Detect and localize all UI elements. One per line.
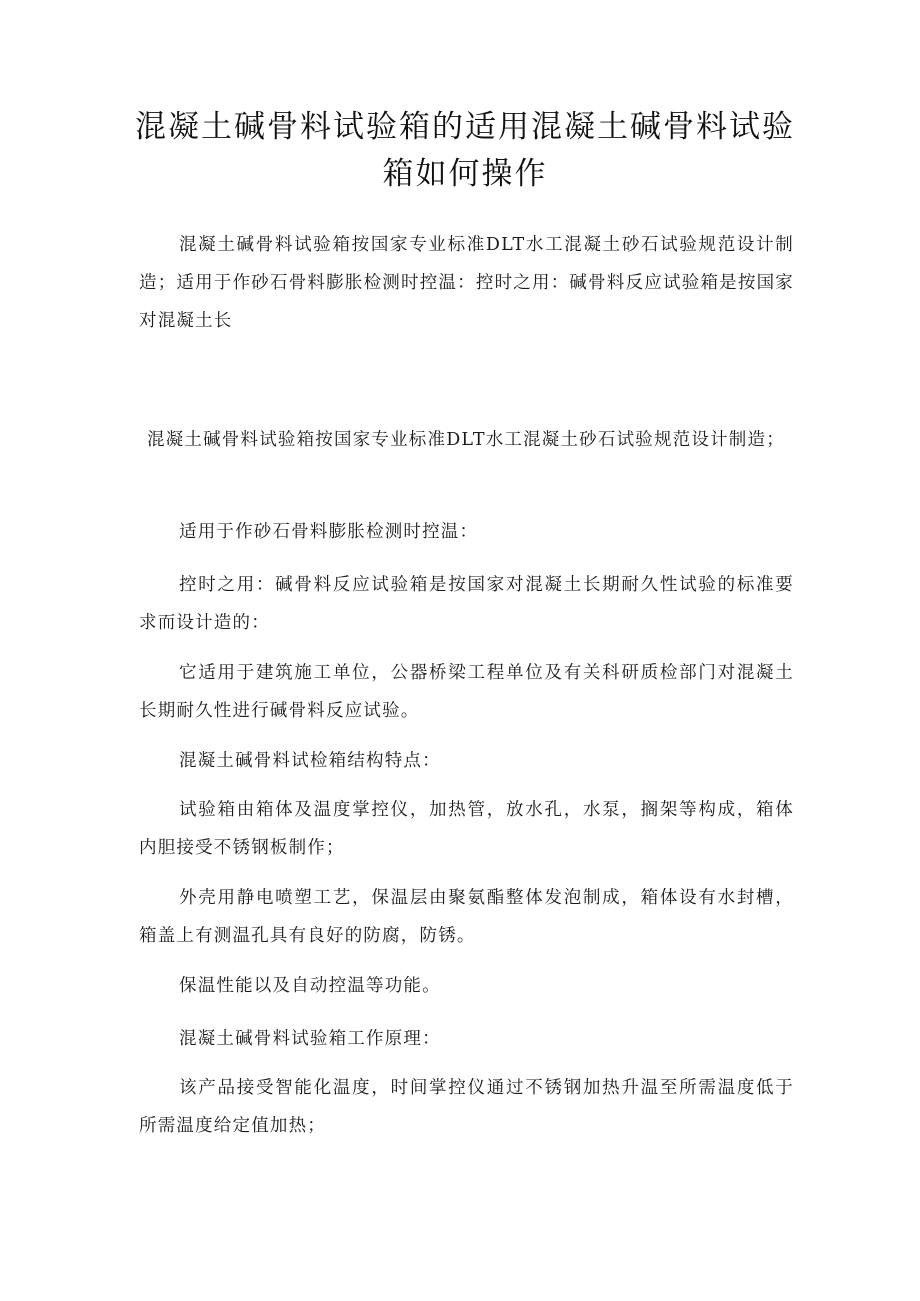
paragraph-1: 混凝土碱骨料试验箱按国家专业标准DLT水工混凝土砂石试验规范设计制造； xyxy=(147,430,785,450)
paragraph-8: 保温性能以及自动控温等功能。 xyxy=(179,976,441,996)
paragraph-9: 混凝土碱骨料试验箱工作原理： xyxy=(179,1029,441,1049)
page-title: 混凝土碱骨料试验箱的适用混凝土碱骨料试验箱如何操作 xyxy=(135,109,795,192)
paragraph-3: 控时之用：碱骨料反应试验箱是按国家对混凝土长期耐久性试验的标准要求而设计造的： xyxy=(139,575,794,633)
paragraph-2: 适用于作砂石骨料膨胀检测时控温： xyxy=(179,522,479,542)
paragraph-4: 它适用于建筑施工单位，公器桥梁工程单位及有关科研质检部门对混凝土长期耐久性进行碱骨料反应试验。 xyxy=(139,663,794,721)
paragraph-5: 混凝土碱骨料试检箱结构特点： xyxy=(179,751,441,771)
paragraph-6: 试验箱由箱体及温度掌控仪，加热管，放水孔，水泵，搁架等构成，箱体内胆接受不锈钢板制作； xyxy=(139,800,794,858)
intro-paragraph: 混凝土碱骨料试验箱按国家专业标准DLT水工混凝土砂石试验规范设计制造；适用于作砂石骨料膨胀检测时控温：控时之用：碱骨料反应试验箱是按国家对混凝土长 xyxy=(139,235,794,331)
paragraph-7: 外壳用静电喷塑工艺，保温层由聚氨酯整体发泡制成，箱体设有水封槽，箱盖上有测温孔具有良好的防腐，防锈。 xyxy=(139,888,794,946)
paragraph-10: 该产品接受智能化温度，时间掌控仪通过不锈钢加热升温至所需温度低于所需温度给定值加热； xyxy=(139,1078,794,1136)
